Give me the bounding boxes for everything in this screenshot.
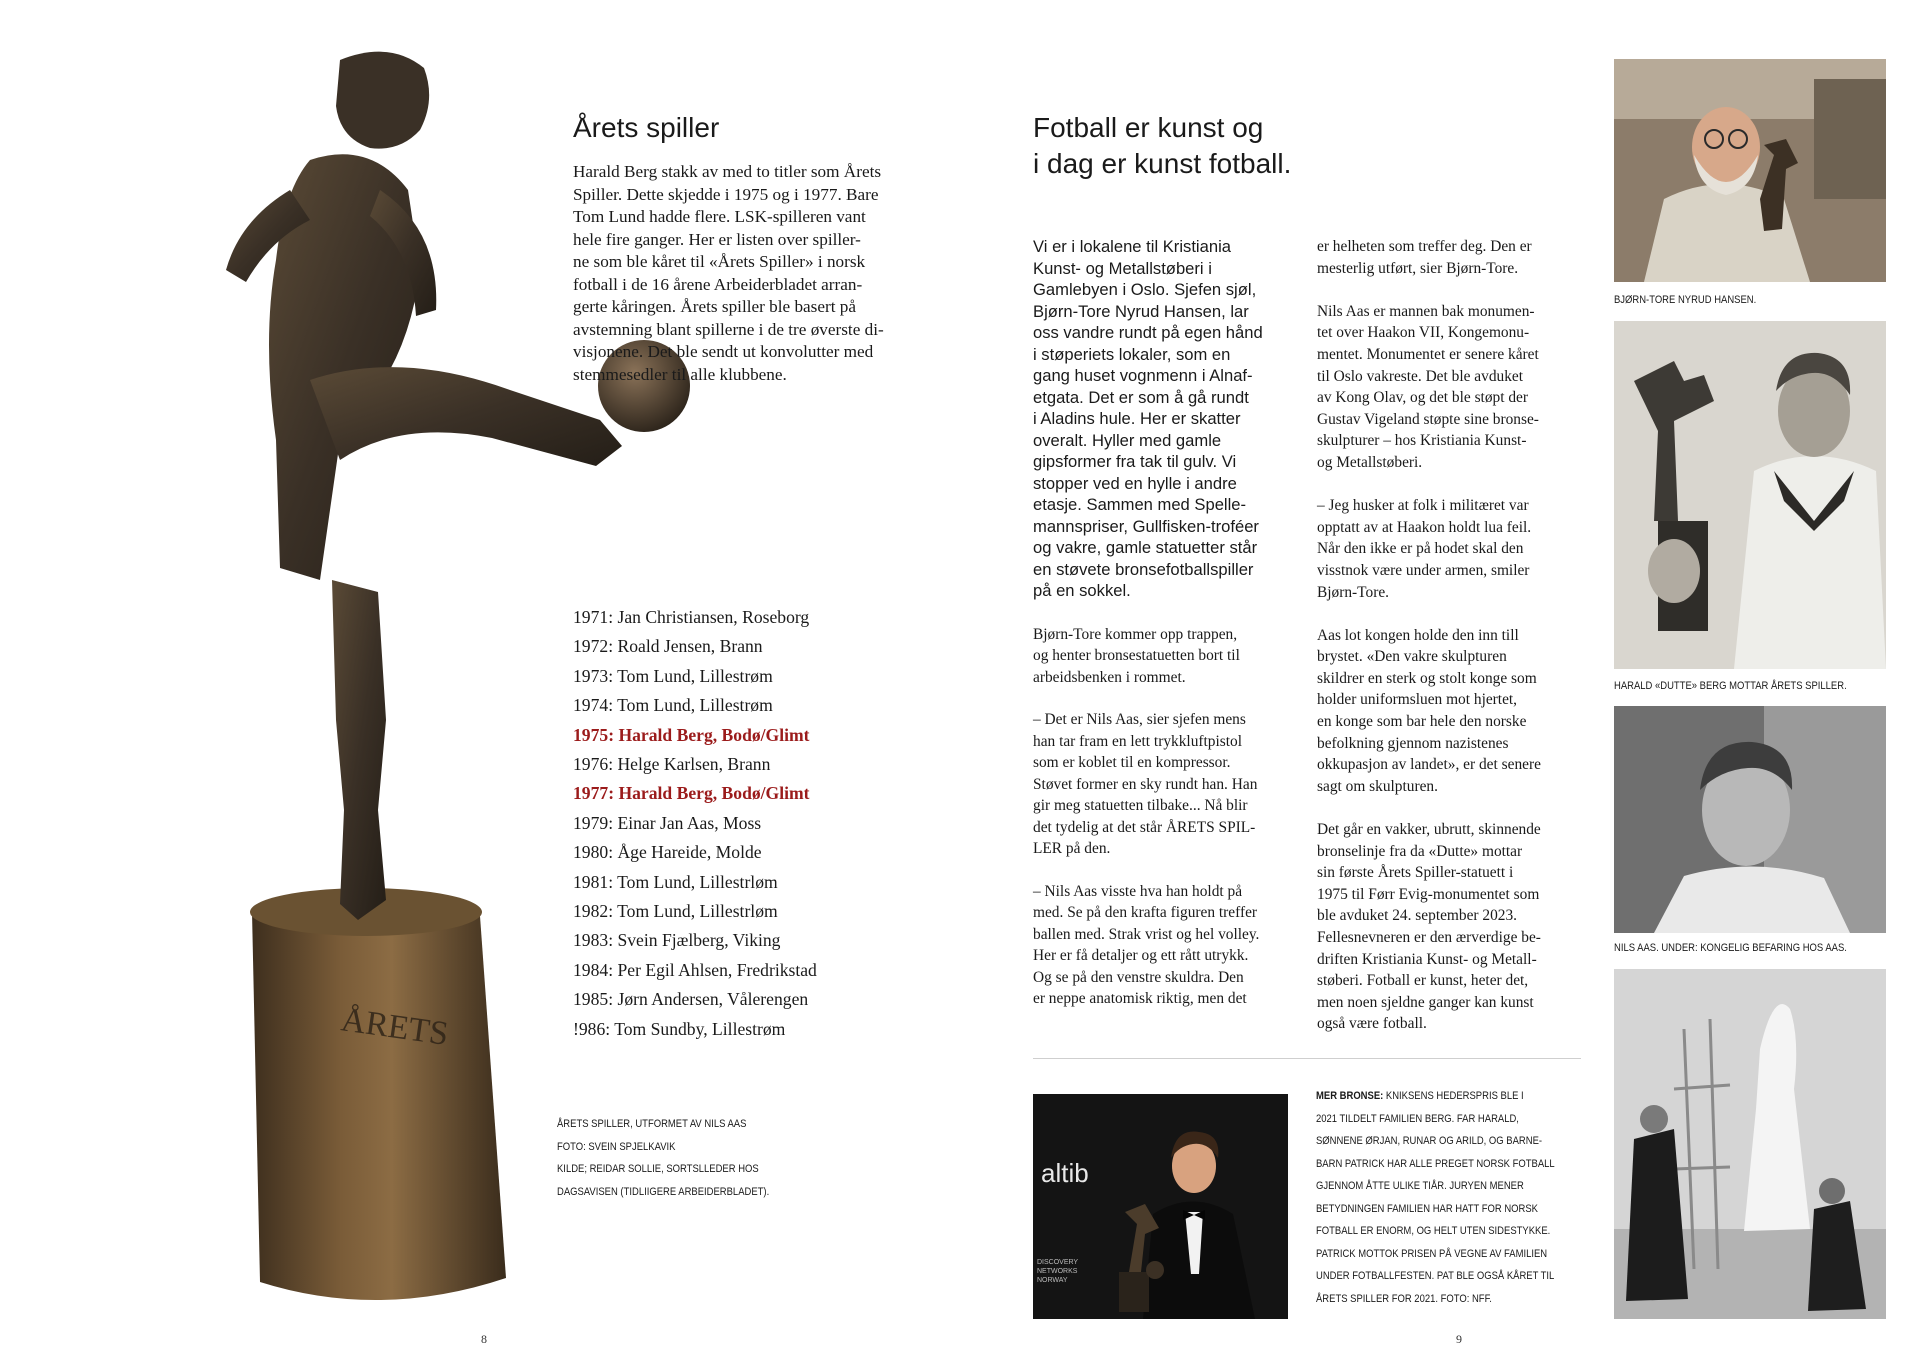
text-line: etgata. Det er som å gå rundt — [1033, 387, 1249, 407]
text-line: mannspriser, Gullfisken-troféer — [1033, 516, 1259, 536]
text-line: og Metallstøberi. — [1317, 453, 1423, 471]
text-line: opptatt av at Haakon holdt lua feil. — [1317, 518, 1532, 536]
text-line: Og se på den venstre skuldra. Den — [1033, 968, 1244, 986]
body-paragraph — [1033, 709, 1283, 860]
text-line: Støvet former en sky rundt han. Han — [1033, 775, 1258, 793]
caption-line: FOTBALL ER ENORM, OG HELT UTEN SIDESTYKKE. — [1316, 1225, 1551, 1237]
nils-aas-caption: NILS AAS. UNDER: KONGELIG BEFARING HOS AAS. — [1614, 942, 1847, 954]
intro-line: avstemning blant spillerne i de tre øverste di- — [573, 319, 884, 339]
text-line: holder uniformsluen mot hjertet, — [1317, 691, 1518, 709]
text-line: tet over Haakon VII, Kongemonu- — [1317, 324, 1530, 342]
text-line: støberi. Fotball er kunst, heter det, — [1317, 972, 1529, 990]
nils-aas-photo — [1614, 706, 1886, 933]
harald-sweater — [1734, 456, 1886, 669]
text-line: skulpturer – hos Kristiania Kunst- — [1317, 432, 1527, 450]
text-line: Her er få detaljer og ett rått utrykk. — [1033, 947, 1249, 964]
bronze-caption — [1316, 1085, 1583, 1310]
trophy-ball — [1146, 1261, 1164, 1279]
caption-line: BARN PATRICK HAR ALLE PREGET NORSK FOTBALL — [1316, 1157, 1555, 1170]
man-right-head — [1819, 1178, 1845, 1204]
lede-paragraph — [1033, 236, 1283, 602]
text-line: Når den ikke er på hodet skal den — [1317, 540, 1524, 558]
text-line: arbeidsbenken i rommet. — [1033, 668, 1186, 686]
text-line: i Aladins hule. Her er skatter — [1033, 409, 1241, 428]
winner-item: 1980: Åge Hareide, Molde — [573, 842, 762, 863]
article-heading-right — [1033, 110, 1453, 183]
caption-lead: MER BRONSE: — [1316, 1090, 1384, 1102]
caption-line — [1316, 1085, 1583, 1108]
text-line: Kunst- og Metallstøberi i — [1033, 258, 1212, 278]
text-line: gir meg statuetten tilbake... Nå blir — [1033, 797, 1248, 814]
text-line: overalt. Hyller med gamle — [1033, 430, 1222, 450]
text-line: visstnok være under armen, smiler — [1317, 561, 1530, 579]
body-paragraph — [1033, 624, 1283, 689]
text-line: LER på den. — [1033, 840, 1111, 857]
royal-visit-photo — [1614, 969, 1886, 1319]
text-line: Gustav Vigeland støpte sine bronse- — [1317, 410, 1539, 428]
winners-list — [573, 603, 933, 1044]
text-line: også være fotball. — [1317, 1015, 1427, 1033]
craftsman-caption: BJØRN-TORE NYRUD HANSEN. — [1614, 294, 1757, 306]
caption-line: PATRICK MOTTOK PRISEN PÅ VEGNE AV FAMILIEN — [1316, 1247, 1548, 1260]
craftsman-photo — [1614, 59, 1886, 282]
text-line: er helheten som treffer deg. Den er — [1317, 238, 1532, 255]
intro-line: fotball i de 16 årene Arbeiderbladet arran- — [573, 274, 863, 294]
logo-text-line: NETWORKS — [1037, 1268, 1078, 1275]
caption-line: GJENNOM ÅTTE ULIKE TIÅR. JURYEN MENER — [1316, 1180, 1524, 1192]
article-heading-left: Årets spiller — [573, 112, 720, 143]
text-line: driften Kristiania Kunst- og Metall- — [1317, 950, 1537, 968]
page-number-left: 8 — [481, 1332, 487, 1346]
text-line: Gamlebyen i Oslo. Sjefen sjøl, — [1033, 280, 1257, 299]
text-line: og vakre, gamle statuetter står — [1033, 538, 1258, 557]
text-line: er neppe anatomisk riktig, men det — [1033, 990, 1247, 1007]
heading-line: i dag er kunst fotball. — [1033, 148, 1292, 180]
sponsor-banner-text: altib — [1041, 1158, 1089, 1188]
intro-line: gerte kåringen. Årets spiller ble basert på — [573, 297, 857, 316]
caption-line: 2021 TILDELT FAMILIEN BERG. FAR HARALD, — [1316, 1112, 1519, 1125]
text-line: bronselinje fra da «Dutte» mottar — [1317, 842, 1523, 860]
man-left-head — [1640, 1105, 1668, 1133]
section-divider — [1033, 1058, 1581, 1059]
intro-line: Spiller. Dette skjedde i 1975 og i 1977. Bare — [573, 184, 879, 204]
caption-line: FOTO: SVEIN SPJELKAVIK — [557, 1140, 676, 1153]
text-line: stopper ved en hylle i andre — [1033, 473, 1237, 493]
caption-line: ÅRETS SPILLER FOR 2021. FOTO: NFF. — [1316, 1292, 1492, 1305]
text-line: ballen med. Strak vrist og hel volley. — [1033, 925, 1260, 943]
statue-base — [252, 901, 506, 1300]
caption-line: UNDER FOTBALLFESTEN. PAT BLE OGSÅ KÅRET TIL — [1316, 1270, 1555, 1282]
caption-line: ÅRETS SPILLER, UTFORMET AV NILS AAS — [557, 1118, 747, 1130]
page-number-right: 9 — [1456, 1332, 1462, 1346]
text-line: mentet. Monumentet er senere kåret — [1317, 345, 1539, 363]
text-line: okkupasjon av landet», er det senere — [1317, 756, 1541, 774]
text-line: skildrer en sterk og stolt konge som — [1317, 669, 1537, 687]
winner-item: 1984: Per Egil Ahlsen, Fredrikstad — [573, 959, 817, 980]
winner-item: 1985: Jørn Andersen, Vålerengen — [573, 989, 809, 1010]
text-line: Vi er i lokalene til Kristiania — [1033, 237, 1231, 256]
text-line: – Nils Aas visste hva han holdt på — [1033, 882, 1243, 900]
intro-line: ne som ble kåret til «Årets Spiller» i norsk — [573, 252, 866, 271]
text-line: med. Se på den krafta figuren treffer — [1033, 904, 1258, 921]
winner-item: 1983: Svein Fjælberg, Viking — [573, 930, 781, 951]
patrick-award-photo — [1033, 1094, 1288, 1319]
text-line: i støperiets lokaler, som en — [1033, 344, 1231, 364]
text-line: gipsformer fra tak til gulv. Vi — [1033, 452, 1237, 471]
text-line: Bjørn-Tore kommer opp trappen, — [1033, 625, 1238, 643]
winner-item: 1977: Harald Berg, Bodø/Glimt — [573, 783, 810, 804]
intro-line: Harald Berg stakk av med to titler som Årets — [573, 162, 882, 181]
text-line: Fellesnevneren er den ærverdige be- — [1317, 929, 1541, 946]
body-paragraph — [1317, 625, 1583, 798]
harald-berg-photo — [1614, 321, 1886, 669]
text-line: Nils Aas er mannen bak monumen- — [1317, 302, 1535, 320]
winner-item: 1971: Jan Christiansen, Roseborg — [573, 607, 810, 627]
winner-item: 1981: Tom Lund, Lillestrløm — [573, 871, 778, 892]
text-line: av Kong Olav, og det ble støpt der — [1317, 389, 1529, 407]
trophy-base — [1119, 1272, 1149, 1312]
text-line: Det går en vakker, ubrutt, skinnende — [1317, 821, 1541, 839]
text-line: Aas lot kongen holde den inn till — [1317, 626, 1519, 644]
caption-line: BETYDNINGEN FAMILIEN HAR HATT FOR NORSK — [1316, 1202, 1538, 1215]
statue-standing-leg — [332, 580, 386, 920]
harald-hand — [1648, 539, 1700, 603]
logo-text-line: NORWAY — [1037, 1277, 1068, 1284]
text-line: Bjørn-Tore. — [1317, 583, 1390, 601]
winner-item: 1982: Tom Lund, Lillestrløm — [573, 901, 778, 922]
text-line: men noen sjeldne ganger kan kunst — [1317, 993, 1534, 1011]
caption-text: KNIKSENS HEDERSPRIS BLE I — [1385, 1090, 1524, 1102]
intro-line: hele fire ganger. Her er listen over spiller- — [573, 229, 861, 249]
text-line: etasje. Sammen med Spelle- — [1033, 495, 1247, 514]
harald-caption: HARALD «DUTTE» BERG MOTTAR ÅRETS SPILLER. — [1614, 680, 1847, 692]
caption-line: SØNNENE ØRJAN, RUNAR OG ARILD, OG BARNE- — [1316, 1135, 1543, 1147]
text-line: sin første Årets Spiller-statuett i — [1317, 864, 1514, 882]
body-paragraph — [1317, 236, 1583, 279]
intro-line: Tom Lund hadde flere. LSK-spilleren vant — [573, 207, 866, 226]
text-line: befolkning gjennom nazistenes — [1317, 734, 1509, 752]
text-line: på en sokkel. — [1033, 581, 1131, 600]
winner-item: 1973: Tom Lund, Lillestrøm — [573, 665, 773, 686]
text-line: og henter bronsestatuetten bort til — [1033, 647, 1240, 664]
intro-line: stemmesedler til alle klubbene. — [573, 364, 787, 384]
winner-item: !986: Tom Sundby, Lillestrøm — [573, 1018, 786, 1039]
statue-head — [336, 52, 429, 149]
winner-item: 1975: Harald Berg, Bodø/Glimt — [573, 724, 810, 745]
logo-text-line: DISCOVERY — [1037, 1259, 1079, 1266]
text-line: en støvete bronsefotballspiller — [1033, 559, 1254, 579]
text-line: – Jeg husker at folk i militæret var — [1317, 497, 1529, 515]
winner-item: 1979: Einar Jan Aas, Moss — [573, 812, 762, 833]
text-line: en konge som bar hele den norske — [1317, 713, 1527, 731]
text-line: sagt om skulpturen. — [1317, 777, 1438, 795]
body-paragraph — [1317, 819, 1583, 1035]
text-line: Bjørn-Tore Nyrud Hansen, lar — [1033, 301, 1249, 321]
text-line: brystet. «Den vakre skulpturen — [1317, 648, 1507, 666]
article-column-1 — [1033, 236, 1283, 1031]
statue-engraving: ÅRETS — [338, 1001, 451, 1053]
statue-caption — [557, 1113, 815, 1203]
winner-item: 1972: Roald Jensen, Brann — [573, 636, 763, 657]
body-paragraph — [1033, 881, 1283, 1010]
text-line: oss vandre rundt på egen hånd — [1033, 323, 1263, 342]
winner-item: 1974: Tom Lund, Lillestrøm — [573, 695, 773, 716]
text-line: det tydelig at det står ÅRETS SPIL- — [1033, 818, 1256, 836]
text-line: som er koblet til en kompressor. — [1033, 754, 1231, 771]
winner-item: 1976: Helge Karlsen, Brann — [573, 754, 771, 775]
text-line: – Det er Nils Aas, sier sjefen mens — [1033, 711, 1246, 728]
body-paragraph — [1317, 301, 1583, 474]
text-line: ble avduket 24. september 2023. — [1317, 907, 1518, 925]
intro-paragraph — [573, 161, 923, 386]
intro-line: visjonene. Det ble sendt ut konvolutter med — [573, 342, 874, 361]
heading-line: Fotball er kunst og — [1033, 112, 1264, 143]
body-paragraph — [1317, 495, 1583, 603]
article-column-2 — [1317, 236, 1583, 1057]
caption-line: KILDE; REIDAR SOLLIE, SORTSLLEDER HOS — [557, 1163, 759, 1175]
text-line: 1975 til Førr Evig-monumentet som — [1317, 885, 1540, 903]
text-line: gang huset vognmenn i Alnaf- — [1033, 366, 1253, 385]
text-line: mesterlig utført, sier Bjørn-Tore. — [1317, 259, 1519, 277]
text-line: han tar fram en lett trykkluftpistol — [1033, 732, 1242, 750]
text-line: til Oslo vakreste. Det ble avduket — [1317, 367, 1524, 385]
caption-line: DAGSAVISEN (TIDLIIGERE ARBEIDERBLADET). — [557, 1185, 770, 1198]
